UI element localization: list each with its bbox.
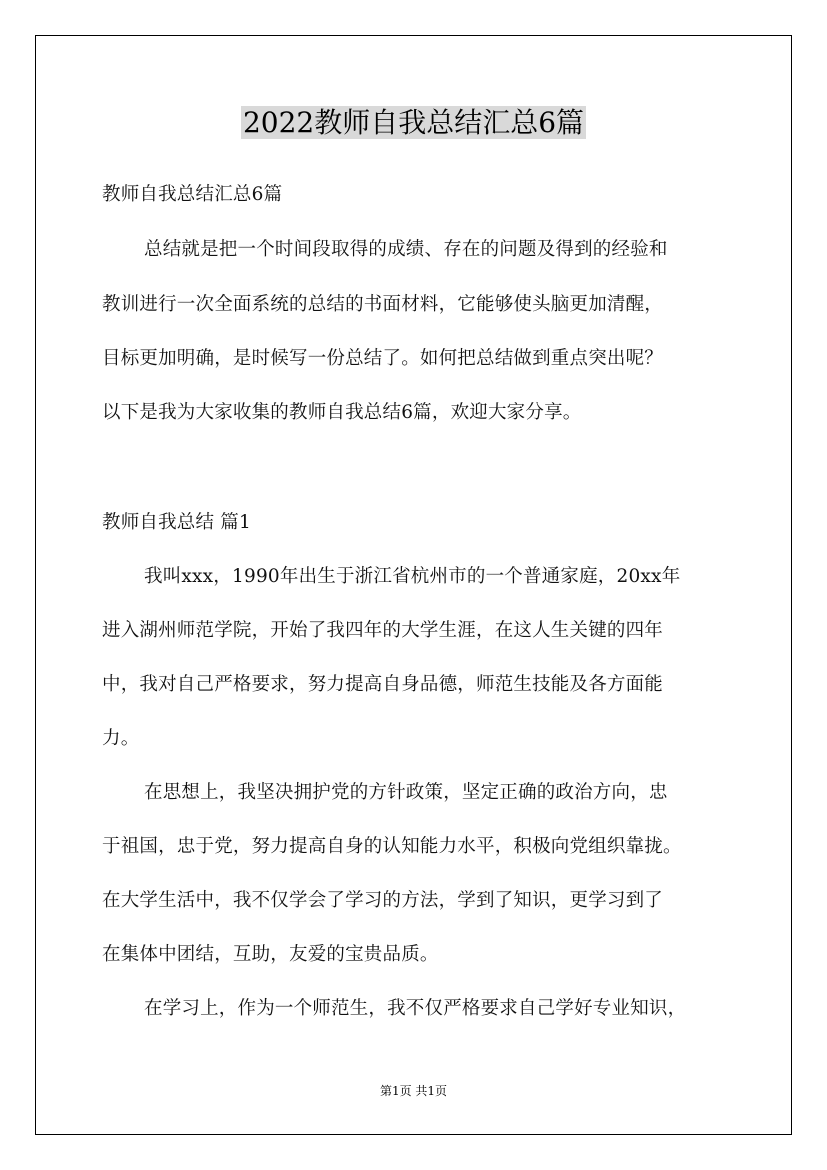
intro-line: 总结就是把一个时间段取得的成绩、存在的问题及得到的经验和 [144,239,668,260]
intro-line: 目标更加明确，是时候写一份总结了。如何把总结做到重点突出呢？ [102,348,664,369]
page-footer: 第1页 共1页 [379,1084,448,1098]
paragraph-line: 于祖国，忠于党，努力提高自身的认知能力水平，积极向党组织靠拢。 [102,836,682,857]
subtitle: 教师自我总结汇总6篇 [102,184,283,205]
intro-line: 以下是我为大家收集的教师自我总结6篇，欢迎大家分享。 [102,402,582,423]
paragraph-line: 在集体中团结，互助，友爱的宝贵品质。 [102,944,439,965]
document-title: 2022教师自我总结汇总6篇 [242,106,585,139]
paragraph-line: 力。 [102,728,140,749]
paragraph-line: 在思想上，我坚决拥护党的方针政策，坚定正确的政治方向，忠 [144,782,668,803]
section-heading: 教师自我总结 篇1 [102,512,251,533]
paragraph-line: 我叫xxx，1990年出生于浙江省杭州市的一个普通家庭，20xx年 [144,566,681,587]
paragraph-line: 在大学生活中，我不仅学会了学习的方法，学到了知识，更学习到了 [102,890,664,911]
paragraph-line: 中，我对自己严格要求，努力提高自身品德，师范生技能及各方面能 [102,674,664,695]
paragraph-line: 进入湖州师范学院，开始了我四年的大学生涯，在这人生关键的四年 [102,620,664,641]
intro-line: 教训进行一次全面系统的总结的书面材料，它能够使头脑更加清醒， [102,294,664,315]
paragraph-line: 在学习上，作为一个师范生，我不仅严格要求自己学好专业知识， [144,998,687,1019]
